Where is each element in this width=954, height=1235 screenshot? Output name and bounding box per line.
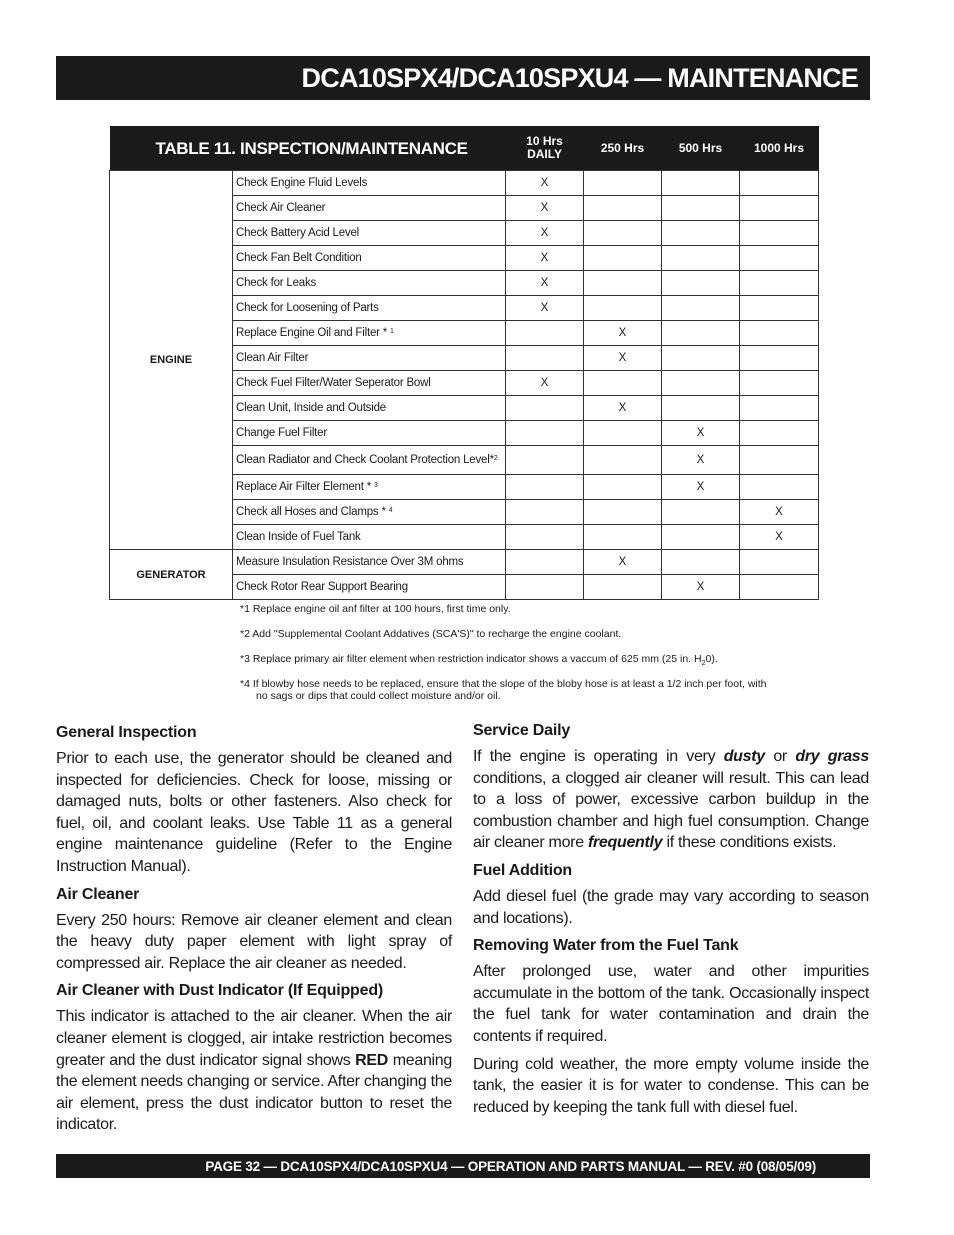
table-row [110, 550, 819, 575]
table-header-row [110, 126, 819, 171]
col-header-1000hrs: 1000 Hrs [740, 126, 819, 171]
mark-cell: X [506, 271, 584, 296]
item-cell: Replace Air Filter Element * $^3$ [233, 475, 506, 500]
item-cell: Check for Leaks [233, 271, 506, 296]
item-cell: Clean Air Filter [233, 346, 506, 371]
page-title-bar [56, 56, 870, 100]
footnote-2: *2 Add "Supplemental Coolant Addatives (SCA'S)" to recharge the engine coolant. [240, 628, 622, 640]
table-title: TABLE 11. INSPECTION/MAINTENANCE [110, 126, 506, 171]
item-cell: Clean Radiator and Check Coolant Protection Level*$^2$ [233, 446, 506, 475]
heading-removing-water: Removing Water from the Fuel Tank [473, 937, 739, 955]
inspection-maintenance-table [109, 126, 819, 600]
item-cell: Replace Engine Oil and Filter * $^1$ [233, 321, 506, 346]
mark-cell: X [506, 171, 584, 196]
mark-cell: X [506, 371, 584, 396]
category-engine: ENGINE [110, 171, 233, 550]
mark-cell: X [584, 321, 662, 346]
mark-cell: X [584, 396, 662, 421]
general-inspection-text: Prior to each use, the generator should be cleaned and inspected for deficiencies. Check for loose, missing or damaged nuts, bolts or other fasteners. Also check for fuel, oil, and coolant leaks. Use Table 11 as a general engine maintenance guideline (Refer to the Engine Instruction Manual). [56, 750, 452, 875]
fuel-addition-text: Add diesel fuel (the grade may vary according to season and locations). [473, 887, 869, 927]
air-cleaner-text: Every 250 hours: Remove air cleaner element and clean the heavy duty paper element with light spray of compressed air. Replace the air cleaner as needed. [56, 911, 452, 972]
item-cell: Check Fuel Filter/Water Seperator Bowl [233, 371, 506, 396]
dust-indicator-text: This indicator is attached to the air cleaner. When the air cleaner element is clogged, air intake restriction becomes greater and the dust indicator signal shows RED meaning the element needs changing or service. After changing the air element, press the dust indicator button to reset the indicator. [56, 1008, 452, 1134]
heading-air-cleaner: Air Cleaner [56, 885, 140, 903]
col-header-250hrs: 250 Hrs [584, 126, 662, 171]
mark-cell: X [740, 500, 819, 525]
mark-cell: X [506, 246, 584, 271]
item-cell: Check Battery Acid Level [233, 221, 506, 246]
footnote-4: *4 If blowby hose needs to be replaced, ensure that the slope of the bloby hose is at least a 1/2 inch per foot, with no sags or dips that could collect moisture and/or oil. [240, 678, 767, 702]
item-cell: Check Fan Belt Condition [233, 246, 506, 271]
removing-water-text-1: After prolonged use, water and other impurities accumulate in the bottom of the tank. Occasionally inspect the fuel tank for water contamination and drain the contents if required. [473, 963, 869, 1045]
item-cell: Change Fuel Filter [233, 421, 506, 446]
item-cell: Check Rotor Rear Support Bearing [233, 575, 506, 600]
mark-cell: X [584, 346, 662, 371]
item-cell: Check Engine Fluid Levels [233, 171, 506, 196]
item-cell: Clean Unit, Inside and Outside [233, 396, 506, 421]
mark-cell: X [662, 475, 740, 500]
page-title: DCA10SPX4/DCA10SPXU4 — MAINTENANCE [301, 62, 858, 93]
table-row [110, 171, 819, 196]
removing-water-text-2: During cold weather, the more empty volume inside the tank, the easier it is for water to condense. This can be reduced by keeping the tank full with diesel fuel. [473, 1055, 869, 1116]
footer-bar [56, 1154, 870, 1178]
col-header-500hrs: 500 Hrs [662, 126, 740, 171]
footnote-1: *1 Replace engine oil anf filter at 100 hours, first time only. [240, 603, 511, 615]
mark-cell: X [506, 296, 584, 321]
mark-cell: X [584, 550, 662, 575]
footer-text: PAGE 32 — DCA10SPX4/DCA10SPXU4 — OPERATION AND PARTS MANUAL — REV. #0 (08/05/09) [205, 1158, 816, 1174]
right-column [473, 720, 869, 1124]
item-cell: Check for Loosening of Parts [233, 296, 506, 321]
heading-dust-indicator: Air Cleaner with Dust Indicator (If Equipped) [56, 982, 384, 1000]
heading-service-daily: Service Daily [473, 722, 571, 739]
mark-cell: X [506, 196, 584, 221]
footnote-3: *3 Replace primary air filter element when restriction indicator shows a vaccum of 625 mm (25 in. $H_20$). [240, 653, 718, 668]
item-cell: Check all Hoses and Clamps * $^4$ [233, 500, 506, 525]
item-cell: Measure Insulation Resistance Over 3M ohms [233, 550, 506, 575]
left-column [56, 722, 452, 1142]
mark-cell: X [662, 421, 740, 446]
mark-cell: X [662, 575, 740, 600]
category-generator: GENERATOR [110, 550, 233, 600]
item-cell: Check Air Cleaner [233, 196, 506, 221]
mark-cell: X [740, 525, 819, 550]
col-header-10hrs: 10 Hrs DAILY [506, 126, 584, 171]
mark-cell: X [506, 221, 584, 246]
item-cell: Clean Inside of Fuel Tank [233, 525, 506, 550]
heading-fuel-addition: Fuel Addition [473, 861, 573, 879]
service-daily-text: If the engine is operating in very dusty or dry grass conditions, a clogged air cleaner will result. This can lead to a loss of power, excessive carbon buildup in the combustion chamber and high fuel consumption. Change air cleaner more frequently if these conditions exists. [473, 748, 869, 852]
mark-cell: X [662, 446, 740, 475]
heading-general-inspection: General Inspection [56, 724, 197, 741]
